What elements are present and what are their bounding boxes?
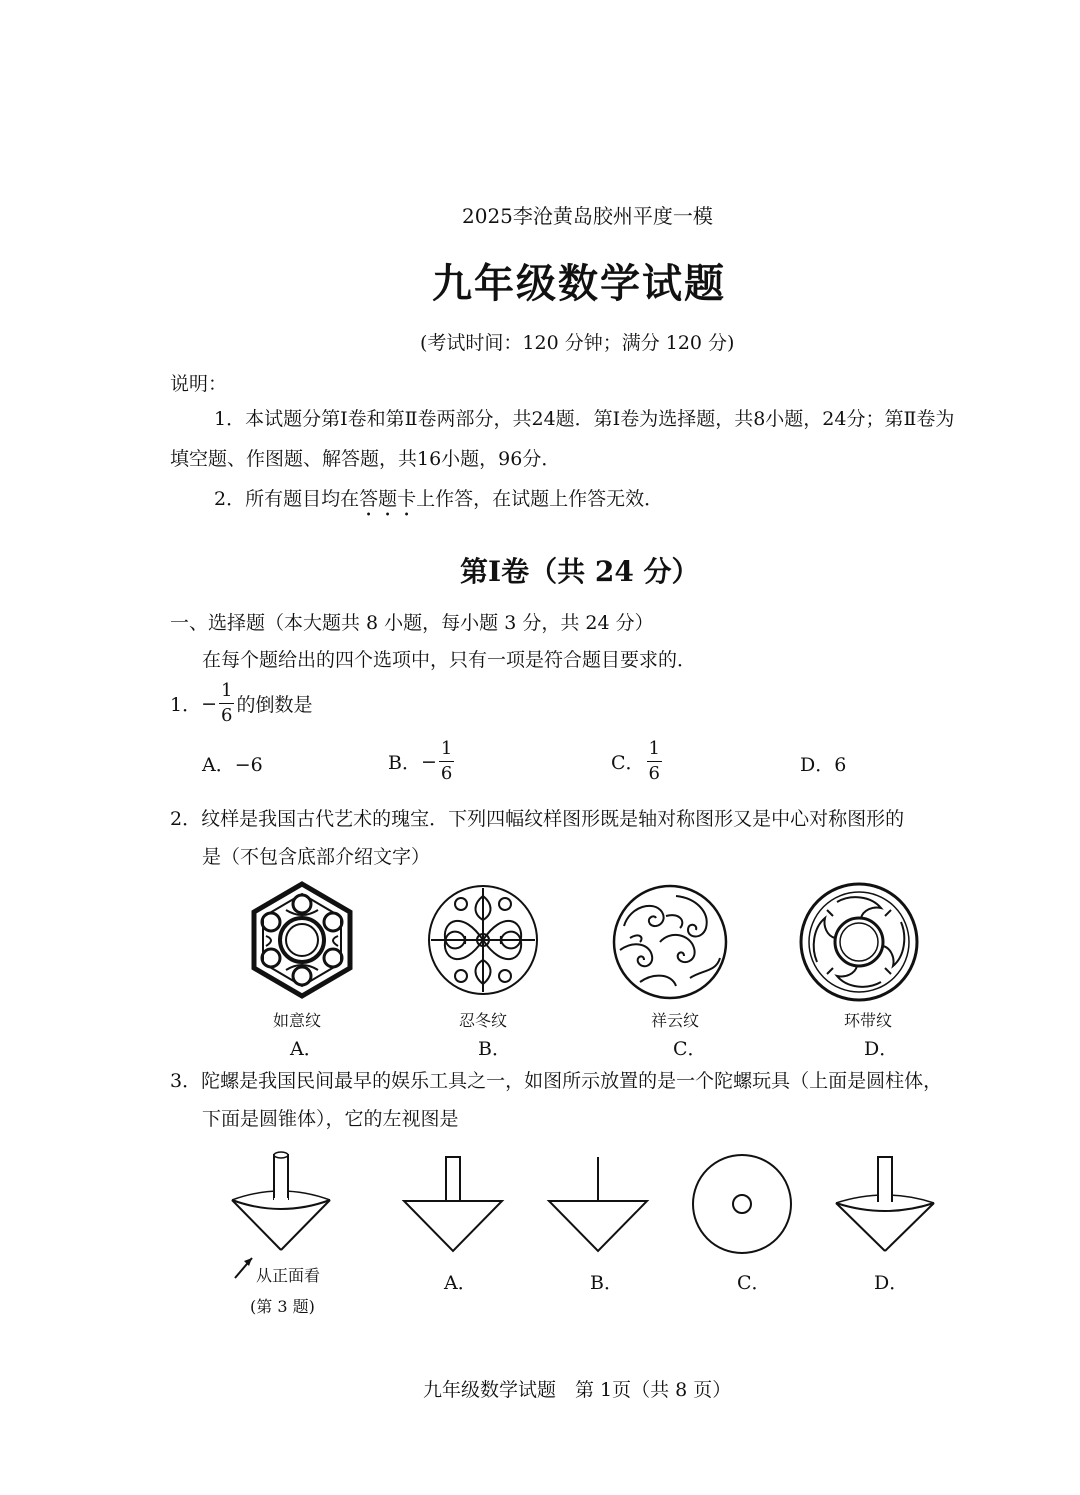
q3-option-b-figure (545, 1155, 655, 1255)
question-2-number: 2． (170, 808, 202, 830)
pattern-d-letter: D． (864, 1038, 899, 1060)
exam-time-info: (考试时间：120 分钟；满分 120 分) (420, 332, 735, 354)
pattern-a-letter: A． (290, 1038, 323, 1060)
q1-option-c (611, 740, 664, 783)
q1-option-a (202, 750, 263, 777)
section-title: 第Ⅰ卷（共 24 分） (460, 555, 700, 588)
instruction-2 (214, 484, 663, 521)
figure-3-caption: (第 3 题) (250, 1297, 315, 1316)
q3-option-b-label: B． (590, 1272, 623, 1294)
part-heading: 一、选择题（本大题共 8 小题，每小题 3 分，共 24 分） (170, 612, 654, 634)
pattern-xiangyun-image (610, 882, 730, 1002)
pattern-c-caption: 祥云纹 (651, 1011, 700, 1030)
q3-option-d-label: D． (874, 1272, 909, 1294)
q1-stem-tail: 的倒数是 (236, 694, 313, 716)
question-2-stem-line2: 是（不包含底部介绍文字） (202, 846, 431, 868)
q1-option-c-den: 6 (648, 763, 660, 784)
instruction-1-line1: 1．本试题分第Ⅰ卷和第Ⅱ卷两部分，共24题．第Ⅰ卷为选择题，共8小题，24分；第Ⅱ卷为 (214, 408, 955, 430)
pattern-huandai-image (797, 880, 921, 1004)
q1-option-b-sign: − (420, 750, 437, 773)
part-note: 在每个题给出的四个选项中，只有一项是符合题目要求的． (202, 649, 697, 671)
q3-option-c-figure (690, 1152, 794, 1256)
pattern-rendong-image (423, 880, 543, 1000)
view-direction-label: 从正面看 (256, 1266, 321, 1285)
question-3-number: 3． (170, 1070, 202, 1092)
q1-option-b (388, 740, 456, 783)
q1-option-a-label: A． (202, 754, 235, 776)
pattern-ruyi-image (242, 880, 362, 1000)
q1-option-c-fraction (647, 740, 662, 783)
q1-option-b-den: 6 (440, 763, 453, 784)
pattern-c-letter: C． (673, 1038, 707, 1060)
q1-sign: − (201, 692, 218, 715)
exam-source: 2025李沧黄岛胶州平度一模 (462, 204, 713, 228)
q1-option-d-value: 6 (834, 754, 847, 776)
pattern-b-letter: B． (478, 1038, 511, 1060)
q3-option-c-label: C． (737, 1272, 771, 1294)
pattern-d-caption: 环带纹 (844, 1011, 893, 1030)
pattern-b-caption: 忍冬纹 (459, 1011, 508, 1030)
question-1-stem (170, 682, 312, 725)
q1-option-b-fraction (439, 740, 454, 783)
page-title: 九年级数学试题 (432, 260, 726, 307)
question-3-stem-line1: 陀螺是我国民间最早的娱乐工具之一，如图所示放置的是一个陀螺玩具（上面是圆柱体， (201, 1070, 943, 1092)
q1-fraction (219, 682, 234, 725)
q1-option-b-num: 1 (439, 740, 454, 762)
q3-option-d-figure (832, 1155, 942, 1255)
instruction-2-emphasis: 答题卡 (359, 488, 417, 510)
q1-option-c-num: 1 (647, 740, 662, 762)
instruction-2-post: 上作答，在试题上作答无效． (416, 488, 664, 510)
q3-option-a-figure (400, 1155, 510, 1255)
instruction-2-pre: 2．所有题目均在 (214, 488, 360, 510)
q1-option-a-value: −6 (234, 754, 263, 776)
question-3-stem-line2: 下面是圆锥体），它的左视图是 (202, 1108, 459, 1130)
instructions-label: 说明： (170, 373, 228, 395)
question-1-number: 1． (170, 694, 202, 716)
question-3-line1 (170, 1066, 942, 1093)
page-footer: 九年级数学试题 第 1页（共 8 页） (423, 1379, 732, 1401)
q1-option-d-label: D． (800, 754, 835, 776)
q1-option-c-label: C． (611, 752, 645, 774)
question-2-stem-line1: 纹样是我国古代艺术的瑰宝．下列四幅纹样图形既是轴对称图形又是中心对称图形的 (201, 808, 905, 830)
q1-frac-den: 6 (221, 705, 233, 726)
q1-option-b-label: B． (388, 752, 421, 774)
q1-frac-num: 1 (219, 682, 234, 704)
pattern-a-caption: 如意纹 (273, 1011, 322, 1030)
question-2-line1 (170, 804, 904, 831)
q1-option-d (800, 750, 846, 777)
q3-option-a-label: A． (444, 1272, 477, 1294)
instruction-1-line2: 填空题、作图题、解答题，共16小题，96分． (170, 448, 561, 470)
